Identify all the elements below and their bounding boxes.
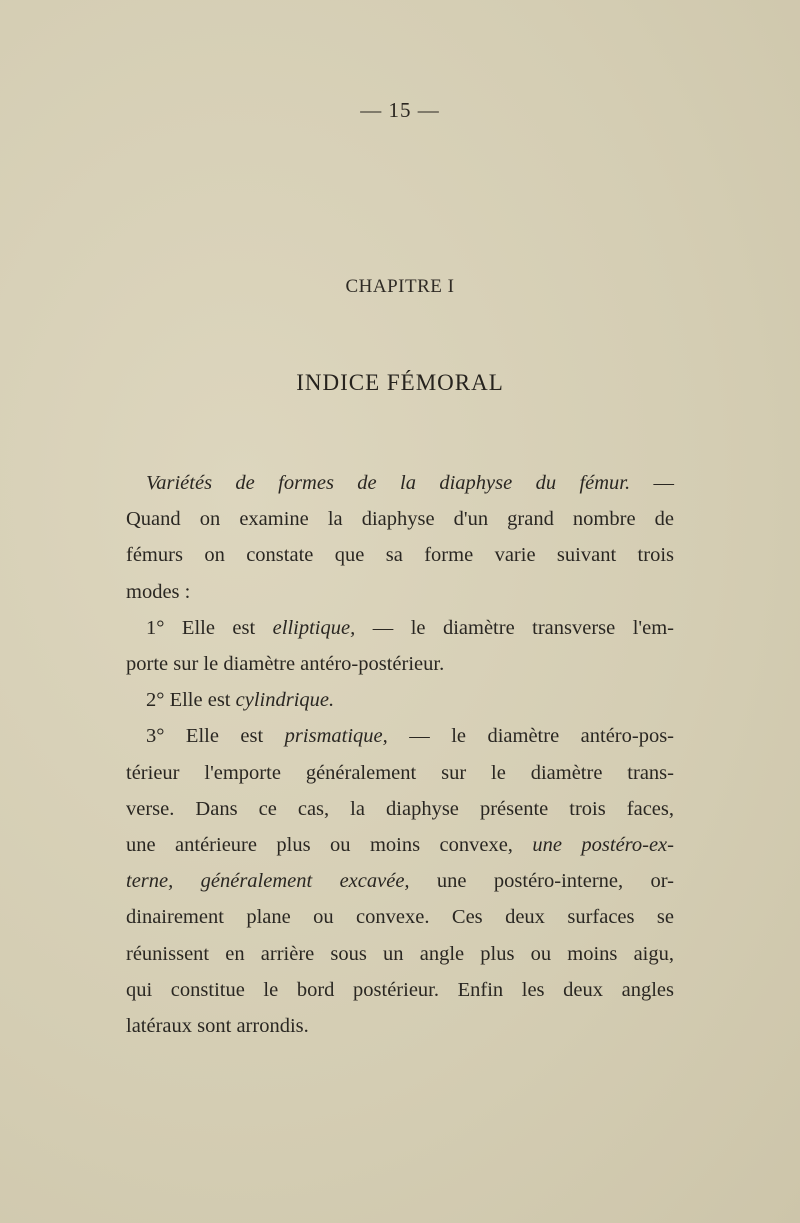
item-3-post: — le diamètre antéro-pos- xyxy=(387,725,674,748)
item-3-line-1 xyxy=(126,718,674,754)
intro-heading: Variétés de formes de la diaphyse du fémur. xyxy=(146,472,631,494)
intro-line-2: fémurs on constate que sa forme varie suivant trois xyxy=(126,544,674,567)
intro-heading-line xyxy=(126,465,674,501)
item-2-paragraph xyxy=(126,682,674,718)
item-1-line-1 xyxy=(126,610,674,646)
item-3-line-5-ital: terne, généralement excavée, xyxy=(126,870,410,893)
item-1-paragraph xyxy=(126,610,674,682)
item-3-line-4-ital: une postéro-ex- xyxy=(532,834,674,857)
item-3-line-8: qui constitue le bord postérieur. Enfin les deux angles xyxy=(126,978,674,1001)
item-3-line-3: verse. Dans ce cas, la diaphyse présente trois faces, xyxy=(126,797,674,820)
item-1-term: elliptique, xyxy=(272,616,356,639)
intro-paragraph xyxy=(126,465,674,610)
item-2-number: 2° xyxy=(146,689,165,712)
item-3-line-5 xyxy=(126,863,674,899)
intro-line-3: modes : xyxy=(126,580,191,603)
section-title: INDICE FÉMORAL xyxy=(296,370,504,395)
item-3-paragraph xyxy=(126,718,674,1044)
item-3-pre: Elle est xyxy=(164,725,285,748)
item-1-pre: Elle est xyxy=(164,616,273,639)
item-1-number: 1° xyxy=(146,616,165,639)
intro-line-1: Quand on examine la diaphyse d'un grand nombre de xyxy=(126,508,674,531)
item-2-pre: Elle est xyxy=(164,689,236,712)
body-text xyxy=(126,465,674,1044)
item-2-term: cylindrique. xyxy=(235,689,335,712)
item-3-term: prismatique, xyxy=(284,725,388,748)
item-2-line-1 xyxy=(126,682,674,718)
item-1-line-2: porte sur le diamètre antéro-postérieur. xyxy=(126,653,445,676)
item-3-line-9: latéraux sont arrondis. xyxy=(126,1015,309,1038)
item-3-number: 3° xyxy=(146,725,165,748)
intro-heading-dash: — xyxy=(630,472,675,494)
item-3-line-7: réunissent en arrière sous un angle plus ou moins aigu, xyxy=(126,942,674,965)
page-number: — 15 — xyxy=(360,98,440,122)
chapter-heading: CHAPITRE I xyxy=(345,276,455,297)
item-3-line-2: térieur l'emporte généralement sur le diamètre trans- xyxy=(126,761,674,784)
item-1-post: — le diamètre transverse l'em- xyxy=(355,616,674,639)
item-3-line-4-pre: une antérieure plus ou moins convexe, xyxy=(126,834,533,857)
item-3-line-6: dinairement plane ou convexe. Ces deux surfaces se xyxy=(126,906,674,929)
item-3-line-5-post: une postéro-interne, or- xyxy=(409,870,674,893)
item-3-line-4 xyxy=(126,827,674,863)
